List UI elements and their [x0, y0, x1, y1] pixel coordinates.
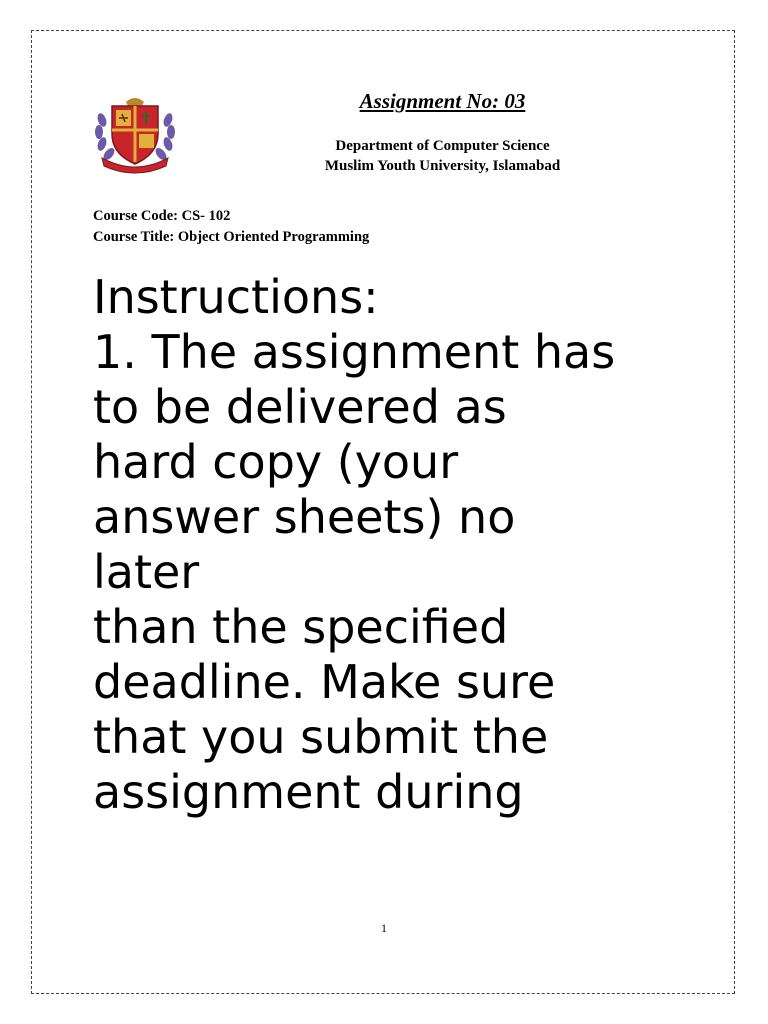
assignment-title: Assignment No: 03 [359, 89, 526, 113]
instructions-line: 1. The assignment has [93, 325, 616, 379]
course-info [93, 206, 369, 247]
university-name: Muslim Youth University, Islamabad [324, 158, 561, 174]
instructions-line: hard copy (your [93, 435, 459, 489]
page-number: 1 [381, 921, 387, 935]
institution-block [280, 136, 605, 176]
course-code: Course Code: CS- 102 [93, 208, 231, 224]
instructions-line: assignment during [93, 765, 524, 819]
department-name: Department of Computer Science [335, 138, 550, 154]
instructions-line: later [93, 545, 200, 599]
instructions-line: than the specified [93, 600, 509, 654]
instructions-line: Instructions: [93, 270, 379, 324]
instructions-text [93, 270, 713, 820]
instructions-line: deadline. Make sure [93, 655, 556, 709]
instructions-line: answer sheets) no [93, 490, 516, 544]
instructions-line: to be delivered as [93, 380, 507, 434]
course-title: Course Title: Object Oriented Programming [93, 228, 370, 245]
instructions-line: that you submit the [93, 710, 549, 764]
university-logo [92, 90, 178, 176]
